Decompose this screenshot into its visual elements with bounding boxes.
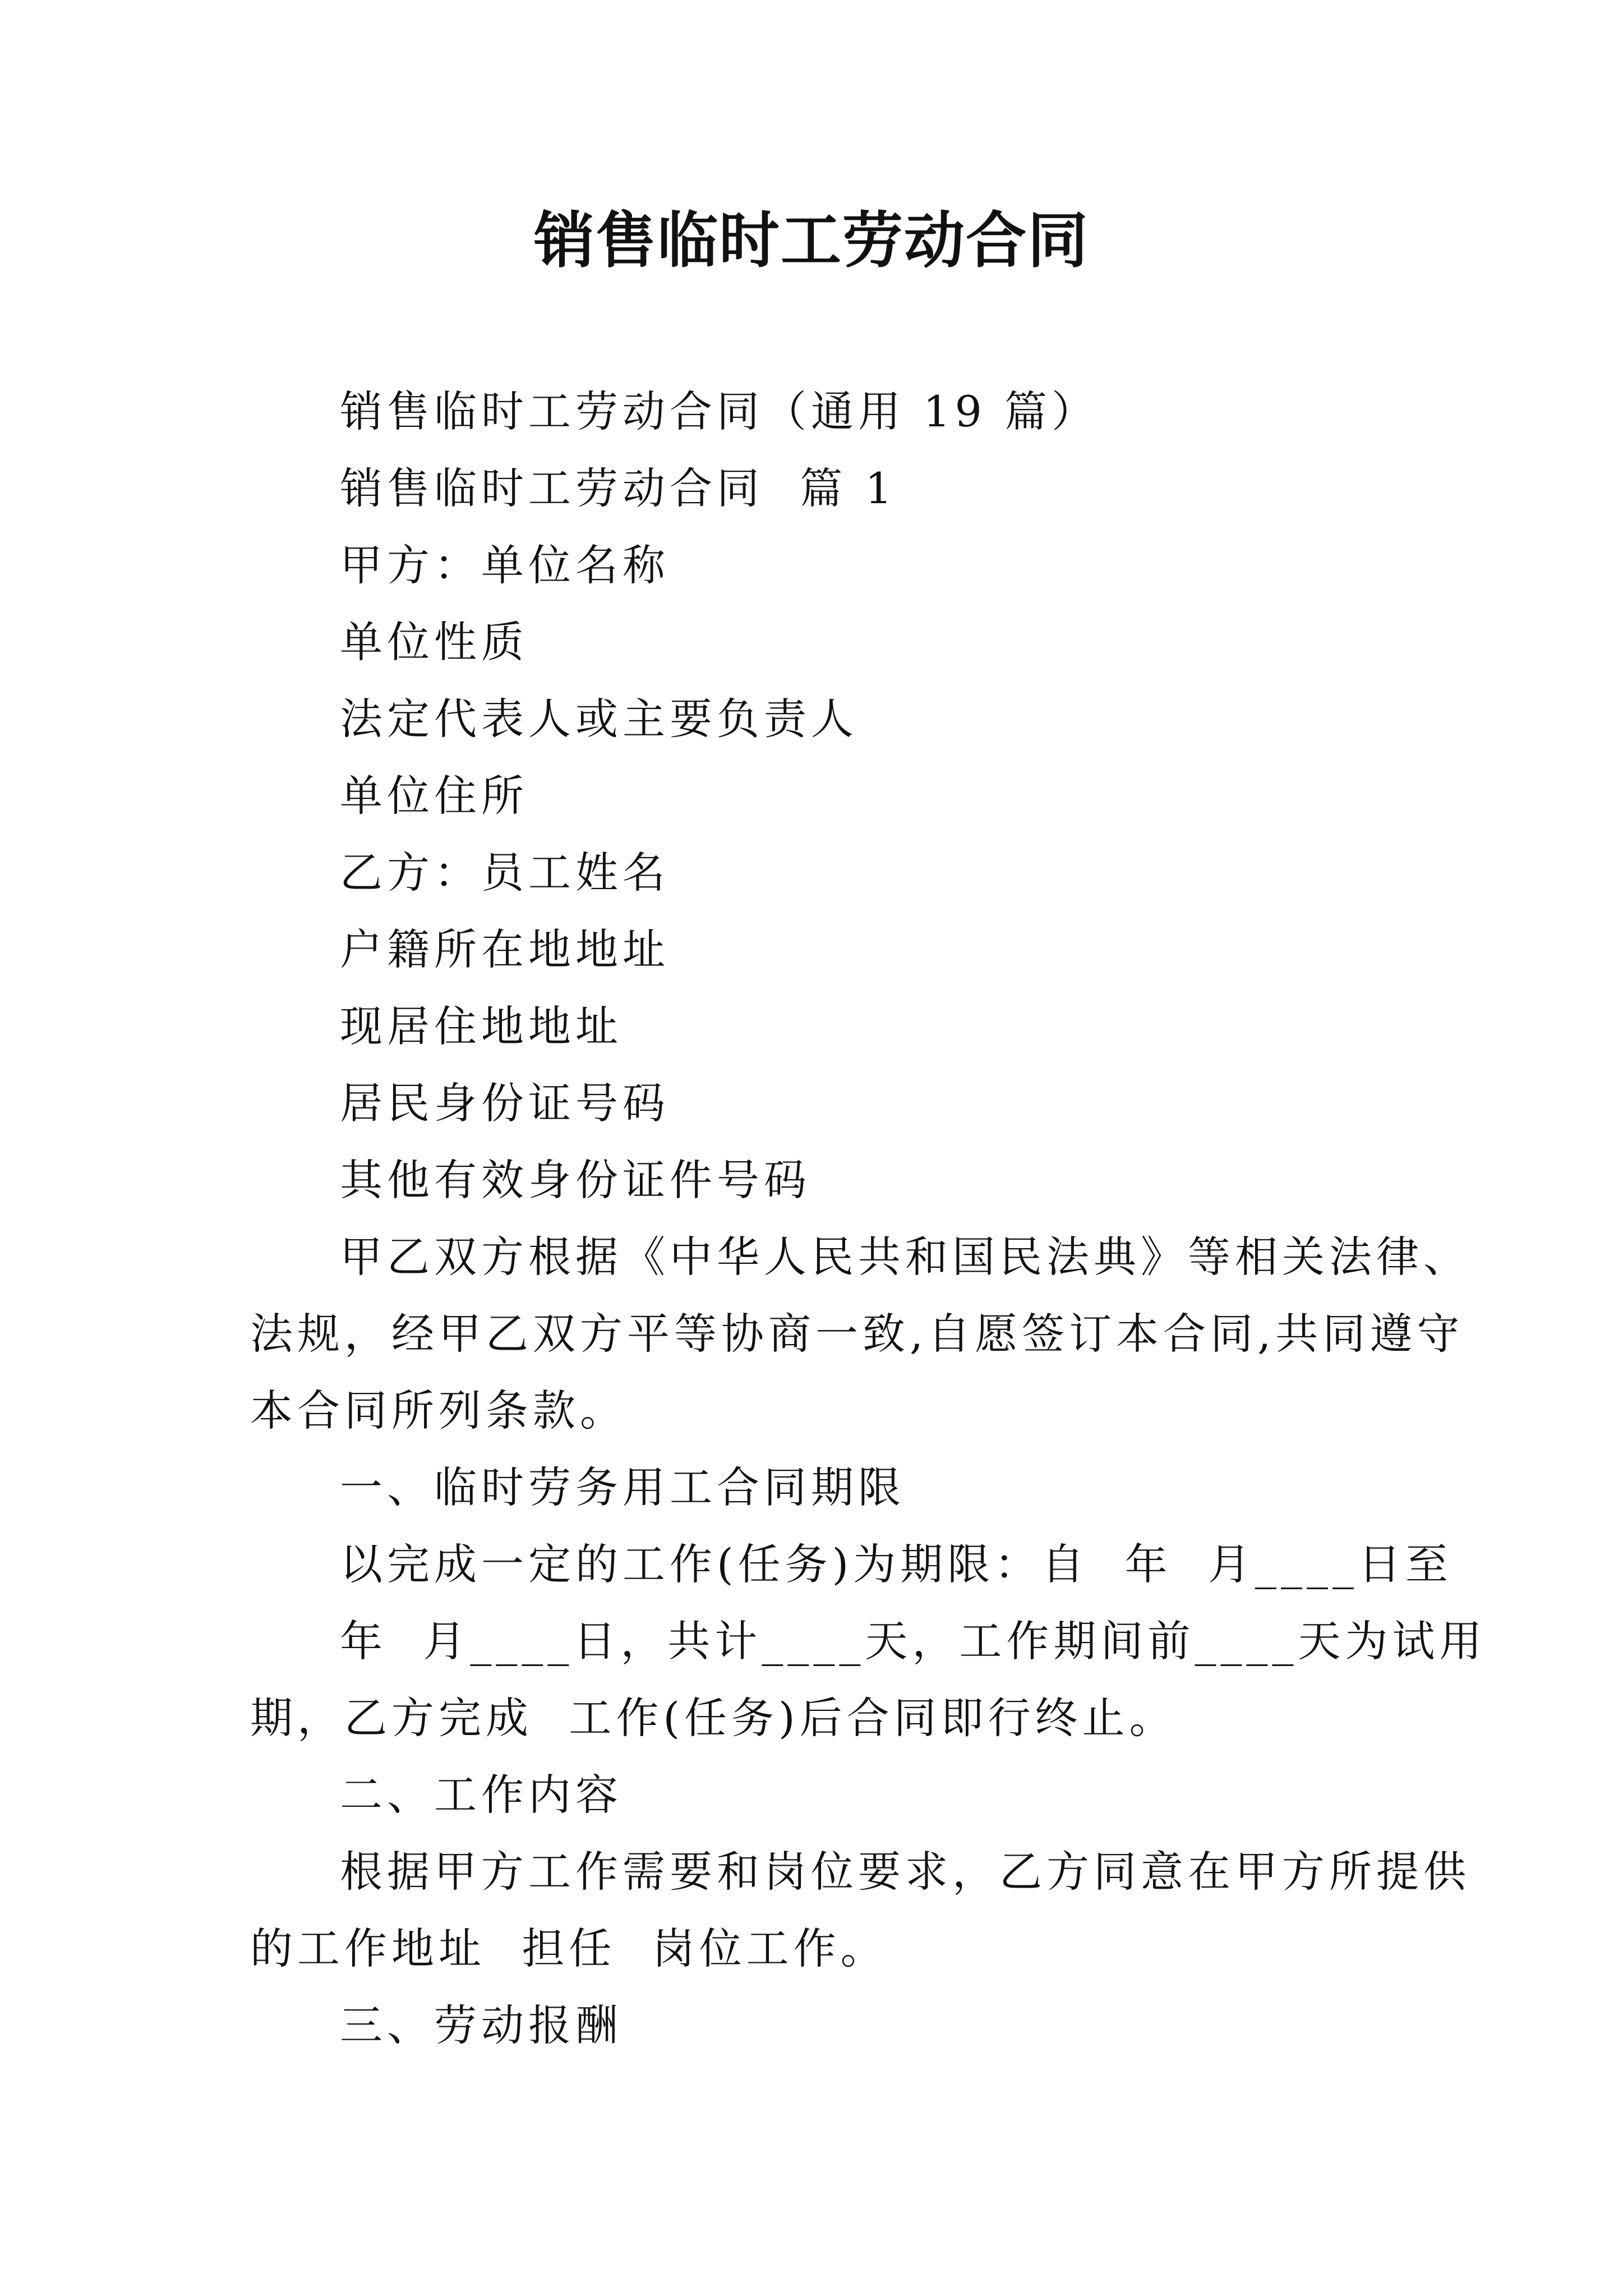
text-line: 期，乙方完成 工作(任务)后合同即行终止。 — [250, 1693, 1177, 1743]
text-line: 以完成一定的工作(任务)为期限：自 年 月____日至 — [340, 1539, 1453, 1589]
document-title: 销售临时工劳动合同 — [533, 206, 1089, 276]
text-line: 销售临时工劳动合同 篇 1 — [340, 463, 897, 513]
text-line: 法规，经甲乙双方平等协商一致,自愿签订本合同,共同遵守 — [250, 1309, 1464, 1359]
text-line: 乙方：员工姓名 — [340, 848, 670, 898]
text-line: 单位性质 — [340, 617, 528, 667]
section-heading: 一、临时劳务用工合同期限 — [340, 1462, 905, 1512]
text-line: 根据甲方工作需要和岗位要求，乙方同意在甲方所提供 — [340, 1847, 1470, 1897]
text-line: 户籍所在地地址 — [340, 924, 670, 974]
text-line: 单位住所 — [340, 771, 528, 821]
text-line: 居民身份证号码 — [340, 1078, 670, 1128]
text-line: 甲乙双方根据《中华人民共和国民法典》等相关法律、 — [340, 1232, 1470, 1282]
text-line: 现居住地地址 — [340, 1001, 623, 1051]
text-line: 的工作地址 担任 岗位工作。 — [250, 1924, 888, 1973]
text-line: 法定代表人或主要负责人 — [340, 694, 858, 744]
section-heading: 三、劳动报酬 — [340, 2000, 623, 2050]
text-line: 其他有效身份证件号码 — [340, 1155, 811, 1205]
document-body — [250, 373, 1487, 2064]
text-line: 本合同所列条款。 — [250, 1386, 627, 1435]
text-line: 年 月____日，共计____天，工作期间前____天为试用 — [340, 1616, 1487, 1666]
text-line: 销售临时工劳动合同（通用 19 篇） — [340, 386, 1099, 436]
text-line: 甲方：单位名称 — [340, 540, 670, 590]
section-heading: 二、工作内容 — [340, 1770, 623, 1820]
